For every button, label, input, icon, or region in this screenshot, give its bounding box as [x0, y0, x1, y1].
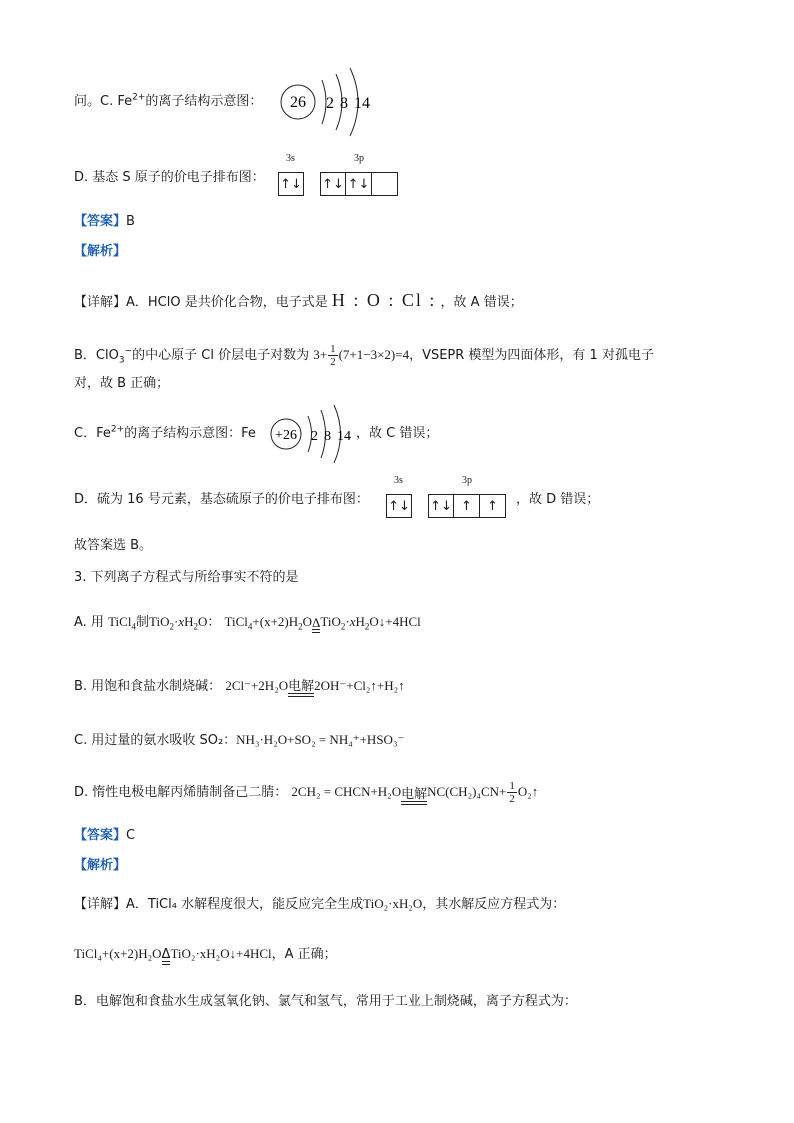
fraction-half: $\frac{1}{2}$	[509, 780, 515, 805]
orbital-3p-1	[320, 172, 398, 196]
detail2-b-line: B．电解饱和食盐水生成氢氧化钠、氯气和氢气，常用于工业上制烧碱，离子方程式为：	[74, 994, 577, 1009]
detail2-a-line: 【详解】A．TiCl₄ 水解程度很大，能反应完全生成TiO₂·xH₂O，其水解反应方程式为：	[74, 896, 566, 912]
orbital-box: ↑	[480, 494, 506, 518]
fe-ion-structure-diagram-2	[268, 404, 368, 464]
fraction-half: $\frac{1}{2}$	[330, 343, 336, 368]
orbital-3p-2	[428, 494, 506, 518]
condition-electrolysis: 电解	[401, 788, 427, 805]
orbital-box: ↑↓	[428, 494, 454, 518]
analysis-1: 【解析】	[74, 244, 127, 259]
nucleus-26: 26	[290, 94, 306, 111]
orbital-box: ↑↓	[386, 494, 412, 518]
label-3s-2: 3s	[394, 475, 403, 486]
orbital-box: ↑↓	[346, 172, 372, 196]
label-3p-2: 3p	[462, 475, 472, 486]
detail-c-tail: ，故 C 错误；	[356, 426, 439, 441]
label-3s-1: 3s	[286, 153, 295, 164]
q2-option-c-line: 问。C. $Fe^{2+}$的离子结构示意图：	[74, 92, 263, 109]
condition-delta: Δ	[162, 948, 171, 965]
label-3p-1: 3p	[354, 153, 364, 164]
answer-2: 【答案】C	[74, 828, 136, 843]
orbital-3s-2	[386, 494, 412, 518]
q3-option-b: B. 用饱和食盐水制烧碱： 2Cl⁻+2H₂O 电解 2OH⁻+Cl₂↑+H₂↑	[74, 676, 405, 697]
shell-1: 2	[326, 95, 334, 112]
q3-a-equation: $TiCl_4+(x+2)H_2O$ Δ $TiO_2\cdot xH_2O↓+4HCl$	[224, 614, 421, 632]
detail-c-line: C．$Fe^{2+}$的离子结构示意图：Fe	[74, 424, 256, 441]
detail-d-line: D．硫为 16 号元素，基态硫原子的价电子排布图：	[74, 492, 369, 507]
q3-option-c: C. 用过量的氨水吸收 SO₂：NH₃·H₂O+SO₂ = NH₄⁺+HSO₃⁻	[74, 732, 405, 748]
conclusion-1: 故答案选 B。	[74, 538, 153, 553]
q3-option-d: D. 惰性电极电解丙烯腈制备己二腈： 2CH₂ = CHCN+H₂O 电解 NC(CH₂)₄CN+ $\frac{1}{2}$ O₂↑	[74, 780, 539, 805]
nucleus-plus-26: +26	[275, 428, 297, 443]
orbital-box	[372, 172, 398, 196]
condition-delta: Δ	[312, 616, 320, 633]
detail2-a-equation: TiCl₄+(x+2)H₂O Δ TiO₂·xH₂O↓+4HCl，A 正确；	[74, 944, 337, 965]
shell-3: 14	[337, 429, 351, 444]
detail-b-line: B．ClO$_3$−的中心原子 Cl 价层电子对数为 3+ $\frac{1}{2}$ (7+1−3×2)=4，VSEPR 模型为四面体形，有 1 对孤电子	[74, 343, 654, 368]
orbital-box: ↑↓	[278, 172, 304, 196]
shell-1: 2	[311, 429, 318, 444]
shell-2: 8	[340, 95, 348, 112]
orbital-box: ↑↓	[320, 172, 346, 196]
shell-3: 14	[354, 95, 370, 112]
orbital-box: ↑	[454, 494, 480, 518]
answer-1: 【答案】B	[74, 214, 135, 229]
analysis-2: 【解析】	[74, 858, 127, 873]
question-3-title: 3. 下列离子方程式与所给事实不符的是	[74, 570, 299, 585]
hclo-electron-formula: H : O : Cl :	[331, 290, 437, 310]
condition-electrolysis: 电解	[288, 680, 314, 697]
detail-b-line2: 对，故 B 正确；	[74, 376, 170, 391]
shell-2: 8	[324, 429, 331, 444]
fe-ion-structure-diagram-1	[278, 66, 388, 138]
q2-option-d-line: D. 基态 S 原子的价电子排布图：	[74, 170, 265, 185]
orbital-3s-1	[278, 172, 304, 196]
detail-d-tail: ，故 D 错误；	[516, 492, 600, 507]
q3-option-a: A. 用 TiCl$_4$制$TiO_2\cdot xH_2O$： $TiCl_4+(x+2)H_2O$ Δ $TiO_2\cdot xH_2O↓+4HCl$	[74, 614, 421, 632]
detail-a-line: 【详解】A．HClO 是共价化合物，电子式是 H : O : Cl : ，故 A 错误；	[74, 290, 523, 310]
